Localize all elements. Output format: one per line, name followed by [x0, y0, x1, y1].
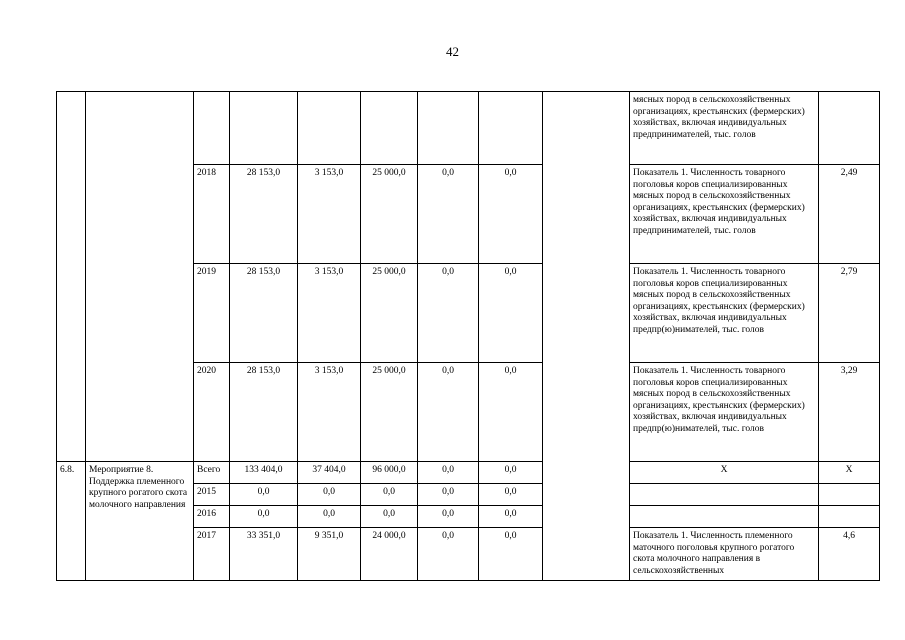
year-cell: 2019 [194, 264, 230, 363]
amount-cell: 24 000,0 [361, 528, 418, 581]
program-table [56, 91, 880, 581]
cell-empty-column [543, 92, 630, 581]
amount-cell: 96 000,0 [361, 462, 418, 484]
indicator-value [819, 506, 880, 528]
amount-cell: 0,0 [298, 484, 361, 506]
indicator-value [819, 484, 880, 506]
total-cell: 0,0 [230, 484, 298, 506]
page-number: 42 [446, 44, 459, 59]
indicator-value: X [819, 462, 880, 484]
indicator-text: X [630, 462, 819, 484]
year-cell: 2015 [194, 484, 230, 506]
indicator-value: 4,6 [819, 528, 880, 581]
year-cell: 2016 [194, 506, 230, 528]
indicator-text: Показатель 1. Численность товарного поголовья коров специализированных мясных пород в сельскохозяйственных организациях, крестьянских (фермерских) хозяйствах, включая индивидуальных предпринимателей, тыс. голов [630, 165, 819, 264]
total-cell: 28 153,0 [230, 165, 298, 264]
indicator-text: Показатель 1. Численность товарного поголовья коров специализированных мясных пород в сельскохозяйственных организациях, крестьянских (фермерских) хозяйствах, включая индивидуальных предпр(ю)нимателей, тыс. голов [630, 363, 819, 462]
amount-cell: 0,0 [418, 484, 479, 506]
year-cell: 2020 [194, 363, 230, 462]
amount-cell: 0,0 [418, 462, 479, 484]
indicator-text: Показатель 1. Численность товарного поголовья коров специализированных мясных пород в сельскохозяйственных организациях, крестьянских (фермерских) хозяйствах, включая индивидуальных предпр(ю)нимателей, тыс. голов [630, 264, 819, 363]
cell-name-empty [86, 92, 194, 462]
amount-cell: 0,0 [479, 363, 543, 462]
measure-number: 6.8. [57, 462, 86, 581]
amount-cell: 0,0 [418, 165, 479, 264]
total-cell: 0,0 [230, 506, 298, 528]
amount-cell: 0,0 [479, 484, 543, 506]
indicator-text: мясных пород в сельскохозяйственных организациях, крестьянских (фермерских) хозяйствах, включая индивидуальных предпринимателей, тыс. голов [630, 92, 819, 165]
total-cell: 28 153,0 [230, 264, 298, 363]
amount-cell: 3 153,0 [298, 264, 361, 363]
amount-cell: 0,0 [418, 528, 479, 581]
year-cell: Всего [194, 462, 230, 484]
measure-name: Мероприятие 8. Поддержка племенного крупного рогатого скота молочного направления [86, 462, 194, 581]
amount-cell: 0,0 [298, 506, 361, 528]
amount-cell: 0,0 [479, 165, 543, 264]
amount-cell: 25 000,0 [361, 264, 418, 363]
amount-cell: 0,0 [479, 462, 543, 484]
total-cell: 33 351,0 [230, 528, 298, 581]
indicator-value: 2,49 [819, 165, 880, 264]
amount-cell: 9 351,0 [298, 528, 361, 581]
amount-cell: 0,0 [479, 506, 543, 528]
amount-cell: 25 000,0 [361, 363, 418, 462]
total-cell: 28 153,0 [230, 363, 298, 462]
indicator-value: 3,29 [819, 363, 880, 462]
amount-cell: 0,0 [479, 528, 543, 581]
amount-cell: 0,0 [418, 264, 479, 363]
amount-cell: 0,0 [361, 506, 418, 528]
indicator-text [630, 506, 819, 528]
amount-cell: 25 000,0 [361, 165, 418, 264]
indicator-text: Показатель 1. Численность племенного маточного поголовья крупного рогатого скота молочного направления в сельскохозяйственных [630, 528, 819, 581]
year-cell: 2017 [194, 528, 230, 581]
amount-cell: 3 153,0 [298, 363, 361, 462]
table-row-continuation [57, 92, 880, 165]
indicator-value: 2,79 [819, 264, 880, 363]
amount-cell: 0,0 [418, 363, 479, 462]
total-cell: 133 404,0 [230, 462, 298, 484]
amount-cell: 0,0 [418, 506, 479, 528]
year-cell: 2018 [194, 165, 230, 264]
amount-cell: 37 404,0 [298, 462, 361, 484]
cell-number-empty [57, 92, 86, 462]
table-row [57, 462, 880, 484]
amount-cell: 3 153,0 [298, 165, 361, 264]
indicator-text [630, 484, 819, 506]
amount-cell: 0,0 [361, 484, 418, 506]
amount-cell: 0,0 [479, 264, 543, 363]
